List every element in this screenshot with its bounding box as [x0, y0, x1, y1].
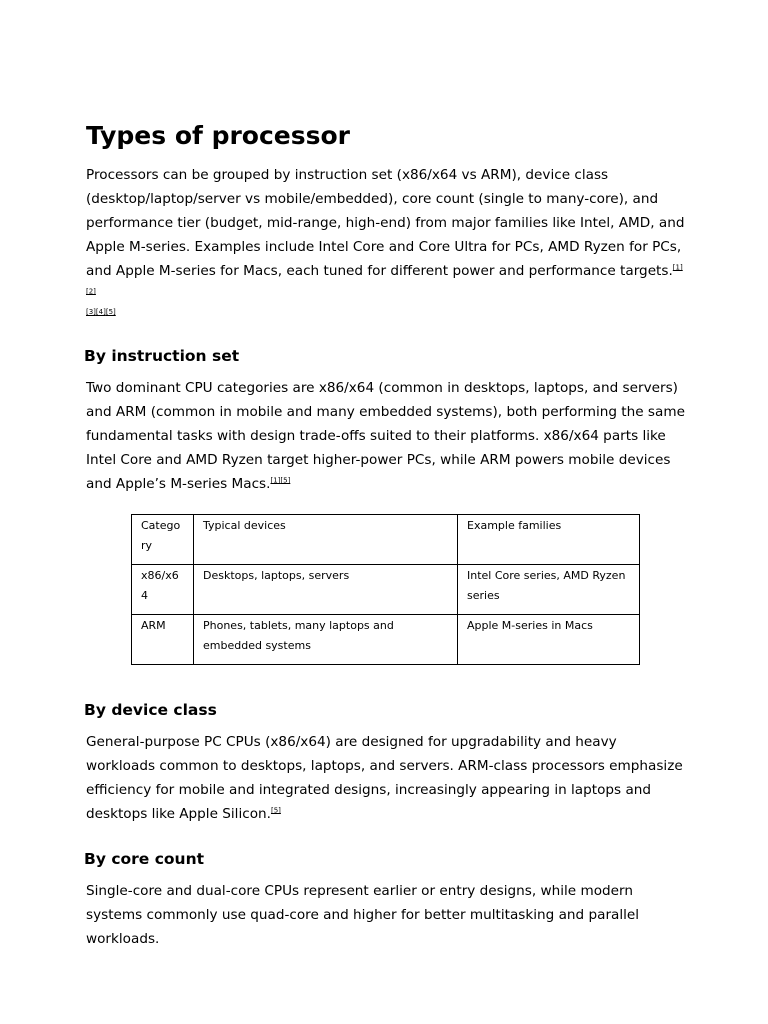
table-header-cell: Example families	[458, 515, 640, 565]
table-header-cell: Typical devices	[194, 515, 458, 565]
instruction-set-text: Two dominant CPU categories are x86/x64 (common in desktops, laptops, and servers) and ARM (common in mobile and many embedded systems), both performing the same fundamental tasks with design trade-offs suited to their platforms. x86/x64 parts like Intel Core and AMD Ryzen target higher-power PCs, while ARM powers mobile devices and Apple’s M-series Macs.	[86, 380, 685, 492]
table-row	[132, 565, 640, 615]
heading-instruction-set: By instruction set	[84, 347, 240, 365]
table-cell: ARM	[132, 615, 194, 665]
citation-link[interactable]: [1]	[270, 476, 281, 485]
core-count-paragraph: Single-core and dual-core CPUs represent earlier or entry designs, while modern systems commonly use quad-core and higher for better multitasking and parallel workloads.	[86, 883, 640, 947]
citation-link[interactable]: [5]	[105, 308, 116, 316]
table-row	[132, 615, 640, 665]
table-cell: Desktops, laptops, servers	[194, 565, 458, 615]
page-title: Types of processor	[86, 121, 351, 150]
citation-link[interactable]: [1]	[672, 263, 683, 272]
citation-link[interactable]: [5]	[270, 806, 281, 815]
table-cell: x86/x64	[132, 565, 194, 615]
intro-text: Processors can be grouped by instruction set (x86/x64 vs ARM), device class (desktop/laptop/server vs mobile/embedded), core count (single to many-core), and performance tier (budget, mid-range, high-end) from major families like Intel, AMD, and Apple M-series. Examples include Intel Core and Core Ultra for PCs, AMD Ryzen for PCs, and Apple M-series for Macs, each tuned for different power and performance targets.	[86, 167, 685, 279]
citation-link[interactable]: [2]	[86, 287, 96, 296]
table-cell: Intel Core series, AMD Ryzen series	[458, 565, 640, 615]
table-cell: Phones, tablets, many laptops and embedded systems	[194, 615, 458, 665]
processor-table	[131, 514, 640, 665]
table-header-cell: Category	[132, 515, 194, 565]
device-class-text: General-purpose PC CPUs (x86/x64) are designed for upgradability and heavy workloads common to desktops, laptops, and servers. ARM-class processors emphasize efficiency for mobile and integrated designs, increasingly appearing in laptops and desktops like Apple Silicon.	[86, 734, 683, 822]
instruction-set-paragraph	[86, 376, 686, 496]
table-cell: Apple M-series in Macs	[458, 615, 640, 665]
citation-link[interactable]: [3]	[86, 308, 96, 316]
table-header-row	[132, 515, 640, 565]
article	[86, 118, 686, 951]
heading-device-class: By device class	[84, 701, 217, 719]
heading-core-count: By core count	[84, 850, 205, 868]
citation-link[interactable]: [4]	[95, 308, 106, 316]
intro-refs-b	[86, 307, 686, 317]
instruction-set-refs	[270, 476, 290, 484]
device-class-paragraph	[86, 730, 686, 826]
citation-link[interactable]: [5]	[280, 476, 291, 485]
processor-table-wrapper	[131, 514, 686, 665]
intro-paragraph	[86, 163, 686, 307]
device-class-refs	[271, 806, 281, 814]
